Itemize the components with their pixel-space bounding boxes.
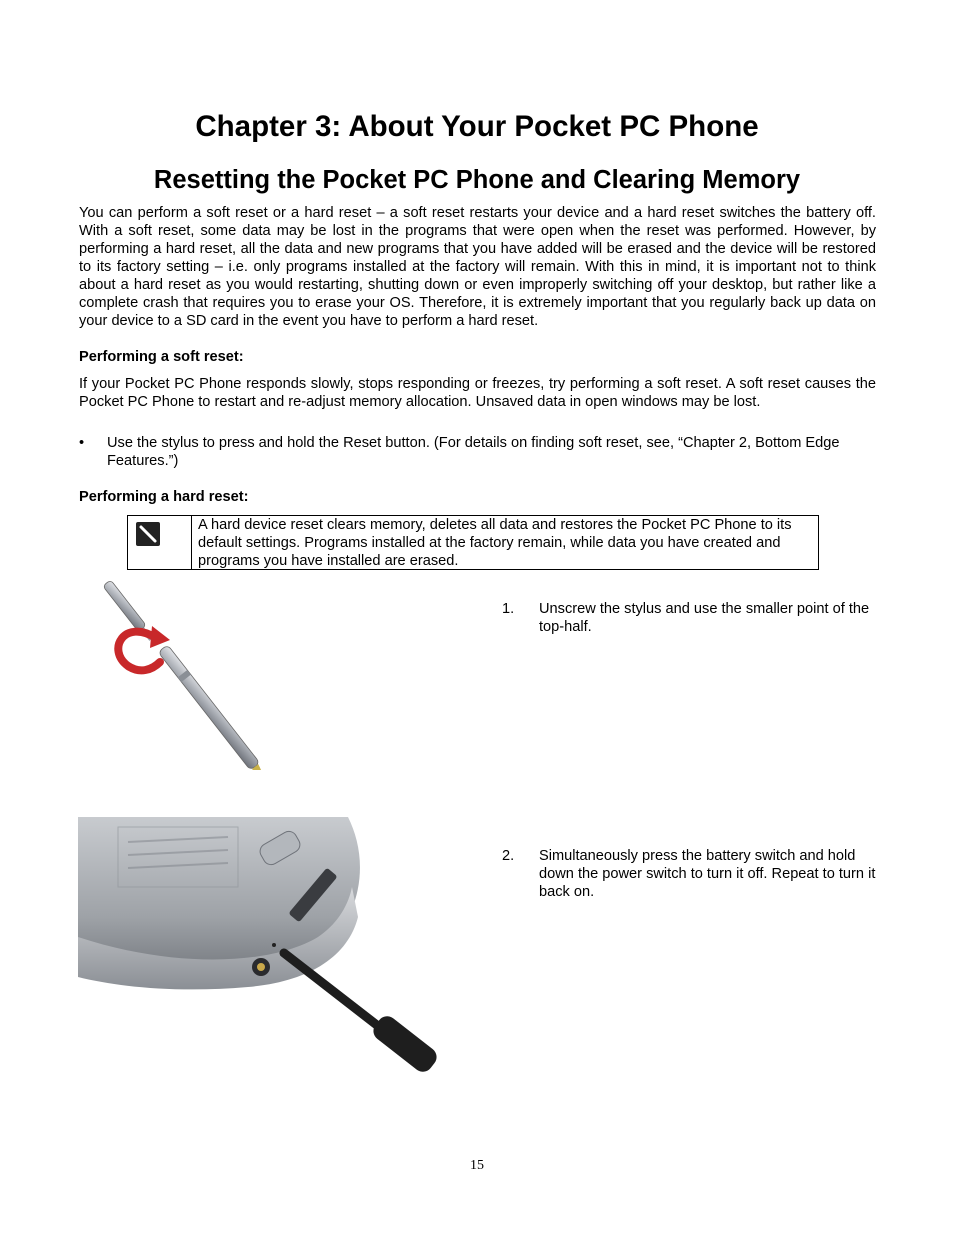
stylus-unscrew-image [84,570,304,770]
hard-reset-heading: Performing a hard reset: [79,489,249,505]
step-text: Simultaneously press the battery switch and hold down the power switch to turn it off. Repeat to turn it back on. [539,848,876,900]
step-text: Unscrew the stylus and use the smaller point of the top-half. [539,601,870,635]
note-icon-cell [128,516,192,569]
soft-reset-heading: Performing a soft reset: [79,349,244,365]
bullet-marker: • [79,435,85,451]
note-text: A hard device reset clears memory, deletes all data and restores the Pocket PC Phone to its default settings. Programs installed at the factory remain, while data you have created and programs you have installed are erased. [198,517,792,569]
note-box [127,515,819,570]
device-reset-image [78,817,472,1098]
intro-paragraph: You can perform a soft reset or a hard reset – a soft reset restarts your device and a hard reset switches the battery off. With a soft reset, some data may be lost in the programs that were open when the reset was performed. However, by performing a hard reset, all the data and new programs that you have added will be erased and the device will be restored to its factory setting – i.e. only programs installed at the factory will remain. With this in mind, it is important not to think about a hard reset as you would restarting, shutting down or even improperly switching off your desktop, but rather like a complete crash that requires you to erase your OS. Therefore, it is extremely important that you regularly back up data on your device to a SD card in the event you have to perform a hard reset. [79,205,876,329]
section-title: Resetting the Pocket PC Phone and Clearing Memory [153,166,801,194]
pen-note-icon [136,522,160,546]
step-number: 1. [502,601,515,617]
page-number: 15 [470,1158,484,1173]
soft-reset-paragraph: If your Pocket PC Phone responds slowly, stops responding or freezes, try performing a soft reset. A soft reset causes the Pocket PC Phone to restart and re-adjust memory allocation. Unsaved data in open windows may be lost. [79,376,876,410]
chapter-title: Chapter 3: About Your Pocket PC Phone [195,110,759,143]
bullet-text: Use the stylus to press and hold the Reset button. (For details on finding soft reset, see, “Chapter 2, Bottom Edge Features.”) [107,435,840,469]
step-number: 2. [502,848,515,864]
